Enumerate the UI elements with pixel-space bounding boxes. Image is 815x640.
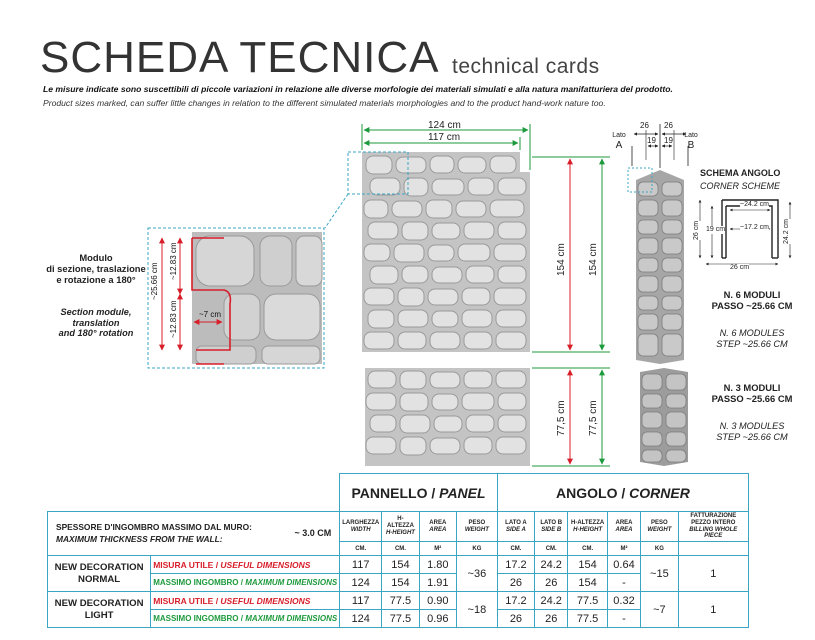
panel-width-useful: 117 cm: [428, 132, 461, 143]
unit-cell: [678, 542, 748, 556]
panel-normal-image: [362, 152, 530, 352]
corner-6-modules-en: N. 6 MODULES STEP ~25.66 CM: [716, 328, 788, 349]
table-header-corner: ANGOLO / CORNER: [497, 474, 748, 512]
note-italian: Le misure indicate sono suscettibili di piccole variazioni in relazione alle diverse morfologie dei materiali simulati e alla natura manifatturiera del prodotto.: [43, 84, 673, 94]
table-cell: ~7: [641, 592, 678, 628]
max-dimensions-label: MASSIMO INGOMBRO / MAXIMUM DIMENSIONS: [151, 610, 340, 628]
unit-cell: CM.: [535, 542, 568, 556]
scheme-dim-left-19: 19 cm: [706, 226, 726, 233]
row-name-normal: NEW DECORATION NORMAL: [48, 556, 151, 592]
table-cell: 117: [340, 556, 382, 574]
scheme-dim-left-26: 26 cm: [693, 220, 700, 240]
module-dim-half-bottom: ~12.83 cm: [169, 300, 178, 338]
col-panel-weight: PESO WEIGHT: [456, 512, 497, 542]
panel-height-useful-light: 77,5 cm: [588, 400, 599, 436]
table-cell: 154: [568, 556, 607, 574]
thickness-info: SPESSORE D'INGOMBRO MASSIMO DAL MURO: MAXIMUM THICKNESS FROM THE WALL: ~ 3.0 CM: [48, 512, 340, 556]
table-cell: ~18: [456, 592, 497, 628]
table-cell: 0.64: [607, 556, 640, 574]
corner-6-modules-it: N. 6 MODULI PASSO ~25.66 CM: [711, 289, 793, 311]
col-corner-area: AREA AREA: [607, 512, 640, 542]
table-cell: 26: [497, 610, 534, 628]
corner-scheme-subtitle: CORNER SCHEME: [700, 181, 781, 191]
col-panel-height: H-ALTEZZA H-HEIGHT: [382, 512, 420, 542]
scheme-dim-outer-top: ~24.2 cm: [740, 201, 769, 208]
unit-cell: M²: [419, 542, 456, 556]
max-dimensions-label: MASSIMO INGOMBRO / MAXIMUM DIMENSIONS: [151, 574, 340, 592]
module-zoom-image: [192, 232, 322, 364]
module-dim-total: ~25.66 cm: [150, 262, 159, 300]
scheme-dim-bottom: 26 cm: [730, 264, 750, 271]
table-cell: 1: [678, 556, 748, 592]
table-cell: 124: [340, 610, 382, 628]
panel-height-total-normal: 154 cm: [556, 243, 567, 276]
corner-lato-b: Lato B: [684, 132, 698, 152]
col-panel-width: LARGHEZZA WIDTH: [340, 512, 382, 542]
corner-light-image: [640, 368, 688, 466]
table-cell: 1.91: [419, 574, 456, 592]
panel-height-useful-normal: 154 cm: [588, 243, 599, 276]
unit-cell: CM.: [382, 542, 420, 556]
table-cell: 0.32: [607, 592, 640, 610]
panel-height-total-light: 77,5 cm: [556, 400, 567, 436]
table-cell: 0.90: [419, 592, 456, 610]
table-cell: 0.96: [419, 610, 456, 628]
table-cell: 77.5: [568, 592, 607, 610]
corner-inner-b: 19: [664, 136, 673, 145]
scheme-dim-right: 24.2 cm: [783, 219, 790, 244]
table-cell: 24.2: [535, 556, 568, 574]
note-english: Product sizes marked, can suffer little changes in relation to the different simulated materials morphologies and to the product hand-work nature too.: [43, 98, 606, 108]
corner-top-b: 26: [664, 121, 673, 130]
unit-cell: CM.: [340, 542, 382, 556]
page-title: SCHEDA TECNICA: [40, 33, 440, 82]
col-panel-area: AREA AREA: [419, 512, 456, 542]
table-cell: -: [607, 574, 640, 592]
module-dim-half-top: ~12.83 cm: [169, 242, 178, 280]
specs-table: [47, 473, 749, 628]
corner-lato-a: Lato A: [612, 132, 626, 152]
unit-cell: KG: [641, 542, 678, 556]
table-cell: 26: [535, 574, 568, 592]
table-cell: 24.2: [535, 592, 568, 610]
corner-normal-image: [628, 168, 684, 364]
useful-dimensions-label: MISURA UTILE / USEFUL DIMENSIONS: [151, 592, 340, 610]
unit-cell: KG: [456, 542, 497, 556]
panel-light-image: [365, 368, 530, 466]
corner-inner-a: 19: [647, 136, 656, 145]
table-header-panel: PANNELLO / PANEL: [340, 474, 498, 512]
table-cell: 17.2: [497, 592, 534, 610]
page-subtitle: technical cards: [452, 55, 600, 78]
table-cell: 26: [535, 610, 568, 628]
table-cell: 1: [678, 592, 748, 628]
corner-3-modules-en: N. 3 MODULES STEP ~25.66 CM: [716, 421, 788, 442]
col-corner-side-a: LATO A SIDE A: [497, 512, 534, 542]
unit-cell: M²: [607, 542, 640, 556]
col-billing: FATTURAZIONE PEZZO INTERO BILLING WHOLE PIECE: [678, 512, 748, 542]
table-cell: ~36: [456, 556, 497, 592]
unit-cell: CM.: [497, 542, 534, 556]
table-cell: 124: [340, 574, 382, 592]
table-row: [48, 592, 749, 610]
col-corner-weight: PESO WEIGHT: [641, 512, 678, 542]
corner-3-modules-it: N. 3 MODULI PASSO ~25.66 CM: [711, 382, 793, 404]
table-cell: 154: [568, 574, 607, 592]
module-label-it: Modulo di sezione, traslazione e rotazione a 180°: [46, 252, 146, 285]
row-name-light: NEW DECORATION LIGHT: [48, 592, 151, 628]
table-cell: 77.5: [568, 610, 607, 628]
col-corner-side-b: LATO B SIDE B: [535, 512, 568, 542]
table-cell: 154: [382, 556, 420, 574]
table-row: [48, 556, 749, 574]
table-cell: 154: [382, 574, 420, 592]
corner-top-a: 26: [640, 121, 649, 130]
table-cell: 117: [340, 592, 382, 610]
table-cell: 77.5: [382, 592, 420, 610]
module-label-en: Section module, translation and 180° rotation: [58, 307, 134, 339]
table-cell: 1.80: [419, 556, 456, 574]
unit-cell: CM.: [568, 542, 607, 556]
panel-width-total: 124 cm: [428, 120, 461, 131]
corner-scheme-title: SCHEMA ANGOLO: [700, 168, 781, 178]
table-cell: ~15: [641, 556, 678, 592]
useful-dimensions-label: MISURA UTILE / USEFUL DIMENSIONS: [151, 556, 340, 574]
col-corner-height: H-ALTEZZA H-HEIGHT: [568, 512, 607, 542]
scheme-dim-inner: ~17.2 cm: [740, 224, 769, 231]
table-cell: 77.5: [382, 610, 420, 628]
module-dim-offset: ~7 cm: [199, 310, 222, 319]
table-cell: 26: [497, 574, 534, 592]
table-cell: -: [607, 610, 640, 628]
table-cell: 17.2: [497, 556, 534, 574]
